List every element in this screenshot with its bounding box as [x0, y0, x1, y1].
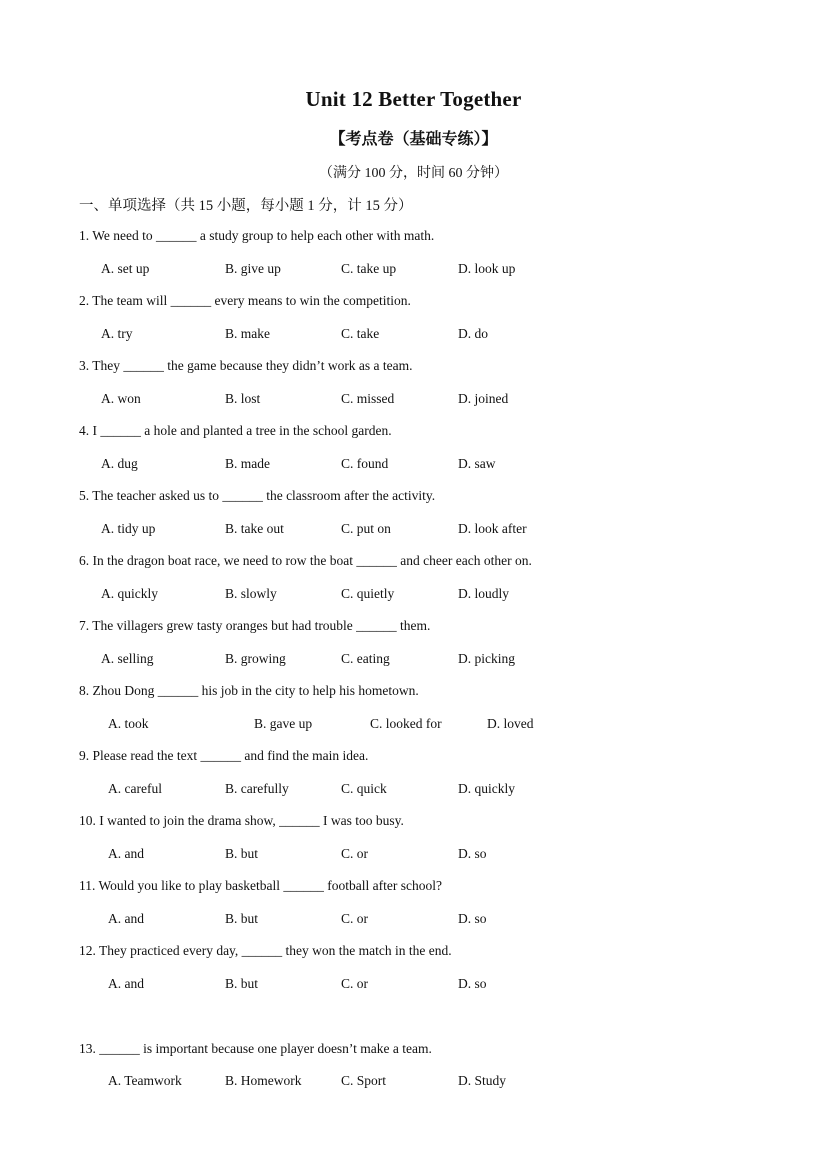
- answer-option-b: B. Homework: [225, 1073, 302, 1088]
- question-options: [0, 326, 827, 346]
- answer-option-d: D. look up: [458, 261, 516, 276]
- answer-option-d: D. Study: [458, 1073, 507, 1088]
- answer-option-c: C. quick: [341, 781, 387, 796]
- answer-option-b: B. slowly: [225, 586, 277, 601]
- answer-option-a: A. careful: [108, 781, 162, 796]
- answer-option-a: A. quickly: [101, 586, 158, 601]
- question-options: [0, 521, 827, 541]
- answer-option-b: B. take out: [225, 521, 284, 536]
- section-heading: 一、单项选择（共 15 小题，每小题 1 分，计 15 分）: [79, 198, 413, 214]
- answer-option-c: C. Sport: [341, 1073, 387, 1088]
- answer-option-c: C. eating: [341, 651, 390, 666]
- answer-option-c: C. take up: [341, 261, 397, 276]
- answer-option-a: A. tidy up: [101, 521, 156, 536]
- question-stem: 5. The teacher asked us to ______ the classroom after the activity.: [79, 488, 436, 503]
- answer-option-c: C. or: [341, 976, 368, 991]
- answer-option-b: B. but: [225, 911, 259, 926]
- answer-option-b: B. growing: [225, 651, 286, 666]
- question-options: [0, 651, 827, 671]
- answer-option-a: A. dug: [101, 456, 138, 471]
- answer-option-c: C. found: [341, 456, 389, 471]
- page-title: Unit 12 Better Together: [305, 87, 522, 111]
- question-stem: 11. Would you like to play basketball ______ football after school?: [79, 878, 442, 893]
- paper-subtitle: 【考点卷（基础专练）】: [329, 131, 498, 148]
- answer-option-d: D. look after: [458, 521, 527, 536]
- answer-option-c: C. looked for: [370, 716, 442, 731]
- answer-option-a: A. and: [108, 911, 144, 926]
- score-time-info: （满分 100 分，时间 60 分钟）: [319, 166, 508, 181]
- question-stem: 4. I ______ a hole and planted a tree in the school garden.: [79, 423, 392, 438]
- question-stem: 3. They ______ the game because they didn’t work as a team.: [79, 358, 413, 373]
- answer-option-a: A. selling: [101, 651, 154, 666]
- question-stem: 13. ______ is important because one player doesn’t make a team.: [79, 1041, 432, 1056]
- answer-option-c: C. missed: [341, 391, 395, 406]
- answer-option-c: C. or: [341, 911, 368, 926]
- answer-option-d: D. loved: [487, 716, 534, 731]
- answer-option-d: D. so: [458, 911, 487, 926]
- answer-option-d: D. loudly: [458, 586, 510, 601]
- question-stem: 12. They practiced every day, ______ they won the match in the end.: [79, 943, 452, 958]
- question-options: [0, 716, 827, 736]
- answer-option-c: C. quietly: [341, 586, 395, 601]
- answer-option-b: B. lost: [225, 391, 261, 406]
- question-stem: 10. I wanted to join the drama show, ______ I was too busy.: [79, 813, 404, 828]
- question-stem: 8. Zhou Dong ______ his job in the city to help his hometown.: [79, 683, 419, 698]
- answer-option-d: D. so: [458, 976, 487, 991]
- answer-option-a: A. and: [108, 846, 144, 861]
- answer-option-a: A. try: [101, 326, 133, 341]
- answer-option-b: B. but: [225, 846, 259, 861]
- answer-option-a: A. set up: [101, 261, 150, 276]
- answer-option-d: D. saw: [458, 456, 496, 471]
- question-options: [0, 391, 827, 411]
- answer-option-d: D. do: [458, 326, 488, 341]
- answer-option-b: B. gave up: [254, 716, 313, 731]
- question-stem: 2. The team will ______ every means to win the competition.: [79, 293, 411, 308]
- answer-option-d: D. joined: [458, 391, 509, 406]
- question-options: [0, 456, 827, 476]
- question-options: [0, 781, 827, 801]
- answer-option-c: C. put on: [341, 521, 391, 536]
- question-options: [0, 911, 827, 931]
- answer-option-b: B. carefully: [225, 781, 289, 796]
- question-stem: 7. The villagers grew tasty oranges but had trouble ______ them.: [79, 618, 431, 633]
- question-options: [0, 586, 827, 606]
- answer-option-b: B. but: [225, 976, 259, 991]
- question-options: [0, 976, 827, 996]
- question-stem: 6. In the dragon boat race, we need to row the boat ______ and cheer each other on.: [79, 553, 532, 568]
- answer-option-d: D. picking: [458, 651, 515, 666]
- answer-option-d: D. quickly: [458, 781, 515, 796]
- question-options: [0, 846, 827, 866]
- answer-option-a: A. won: [101, 391, 141, 406]
- answer-option-b: B. made: [225, 456, 270, 471]
- question-options: [0, 261, 827, 281]
- question-stem: 9. Please read the text ______ and find the main idea.: [79, 748, 369, 763]
- answer-option-b: B. make: [225, 326, 270, 341]
- answer-option-b: B. give up: [225, 261, 281, 276]
- answer-option-a: A. took: [108, 716, 149, 731]
- answer-option-c: C. take: [341, 326, 380, 341]
- answer-option-c: C. or: [341, 846, 368, 861]
- answer-option-a: A. Teamwork: [108, 1073, 182, 1088]
- answer-option-a: A. and: [108, 976, 144, 991]
- answer-option-d: D. so: [458, 846, 487, 861]
- question-options: [0, 1073, 827, 1093]
- question-stem: 1. We need to ______ a study group to help each other with math.: [79, 228, 435, 243]
